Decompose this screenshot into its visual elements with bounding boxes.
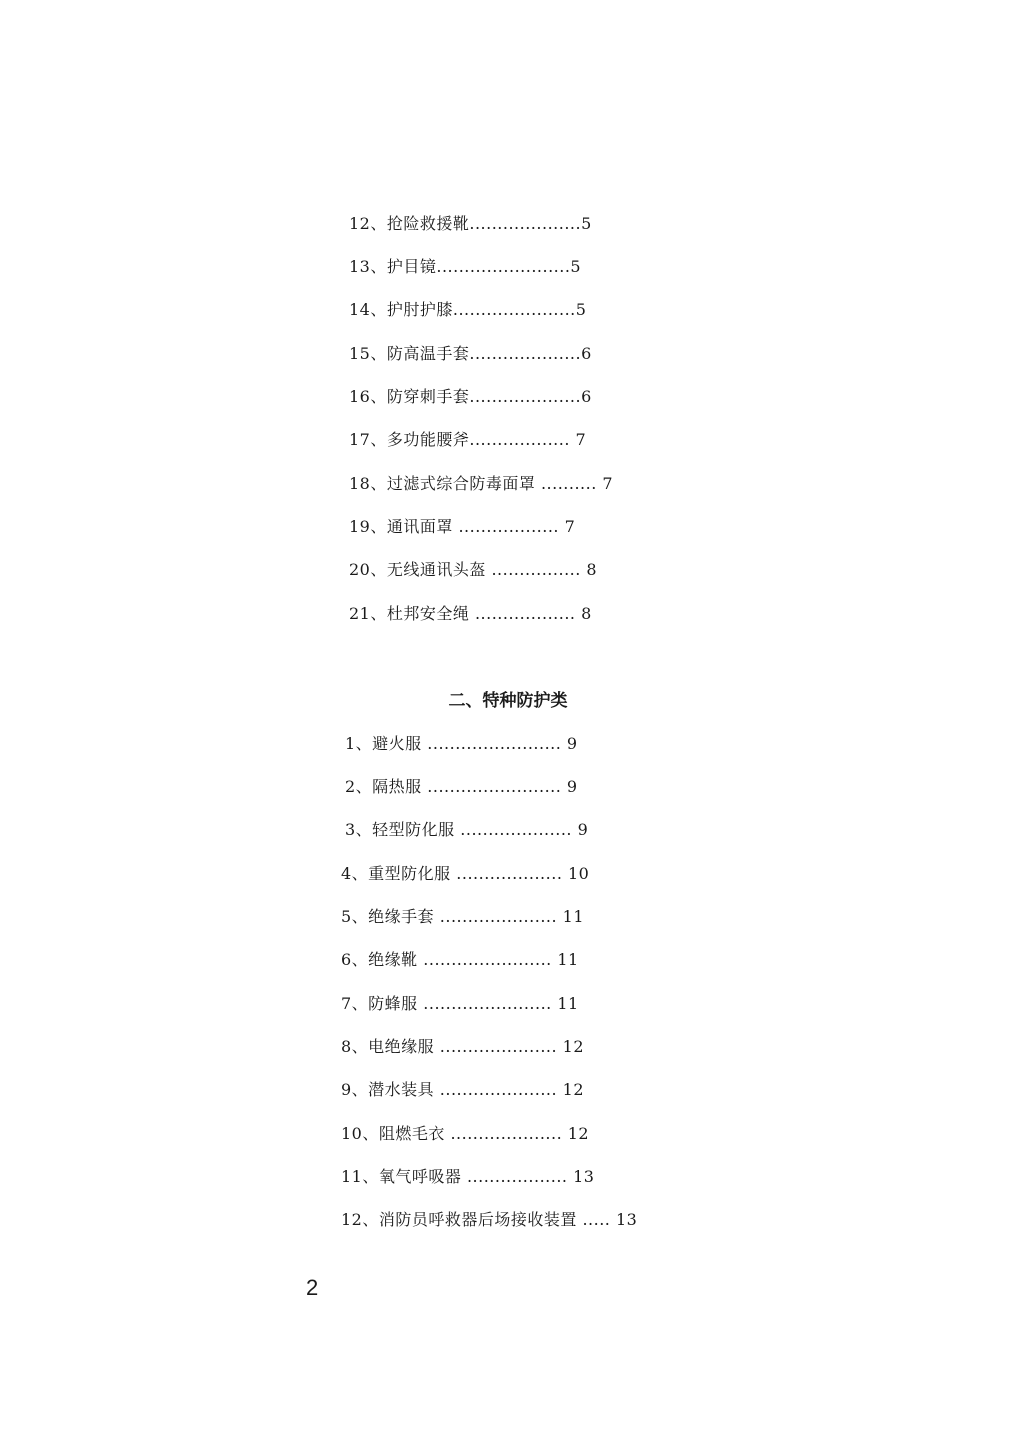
toc-entry-5-insulated-gloves[interactable] [341,905,681,929]
toc-entry-text: 3、轻型防化服 .................... 9 [345,820,589,839]
toc-entry-4-heavy-chem-suit[interactable] [341,862,681,886]
toc-entry-text: 12、抢险救援靴....................5 [349,214,592,233]
toc-entry-text: 16、防穿刺手套....................6 [349,387,592,406]
toc-entry-3-light-chem-suit[interactable] [345,818,680,842]
toc-entry-text: 17、多功能腰斧.................. 7 [349,430,587,449]
toc-entry-text: 19、通讯面罩 .................. 7 [349,517,576,536]
toc-entry-text: 13、护目镜........................5 [349,257,582,276]
toc-entry-text: 7、防蜂服 ....................... 11 [341,994,579,1013]
toc-entry-text: 18、过滤式综合防毒面罩 .......... 7 [349,474,614,493]
toc-entry-13-goggles[interactable] [349,255,679,279]
toc-entry-9-diving-gear[interactable] [341,1078,681,1102]
toc-entry-14-elbow-knee-pads[interactable] [349,298,679,322]
toc-entry-1-fire-entry-suit[interactable] [345,732,680,756]
toc-entry-11-oxygen-breather[interactable] [341,1165,681,1189]
toc-entry-12-distress-receiver[interactable] [341,1208,686,1232]
toc-entry-text: 8、电绝缘服 ..................... 12 [341,1037,585,1056]
section-title: 二、特种防护类 [448,691,568,711]
toc-entry-text: 2、隔热服 ........................ 9 [345,777,578,796]
toc-entry-20-wireless-helmet[interactable] [349,558,679,582]
toc-entry-8-electric-suit[interactable] [341,1035,681,1059]
toc-entry-text: 21、杜邦安全绳 .................. 8 [349,604,592,623]
toc-entry-text: 12、消防员呼救器后场接收装置 ..... 13 [341,1210,638,1229]
toc-entry-10-flame-sweater[interactable] [341,1122,681,1146]
toc-entry-text: 5、绝缘手套 ..................... 11 [341,907,585,926]
toc-entry-text: 4、重型防化服 ................... 10 [341,864,590,883]
toc-entry-7-bee-suit[interactable] [341,992,681,1016]
toc-entry-text: 15、防高温手套....................6 [349,344,592,363]
toc-entry-text: 11、氧气呼吸器 .................. 13 [341,1167,595,1186]
toc-entry-18-gas-mask[interactable] [349,472,679,496]
toc-entry-16-puncture-gloves[interactable] [349,385,679,409]
toc-entry-text: 14、护肘护膝......................5 [349,300,587,319]
toc-entry-text: 10、阻燃毛衣 .................... 12 [341,1124,590,1143]
toc-entry-text: 20、无线通讯头盔 ................ 8 [349,560,598,579]
toc-entry-17-waist-axe[interactable] [349,428,679,452]
toc-entry-text: 6、绝缘靴 ....................... 11 [341,950,579,969]
toc-entry-6-insulated-boots[interactable] [341,948,681,972]
toc-entry-15-heat-gloves[interactable] [349,342,679,366]
toc-entry-19-comm-mask[interactable] [349,515,679,539]
toc-entry-text: 9、潜水装具 ..................... 12 [341,1080,585,1099]
toc-entry-21-safety-rope[interactable] [349,602,679,626]
toc-entry-12-rescue-boots[interactable] [349,212,679,236]
toc-entry-2-heat-suit[interactable] [345,775,680,799]
page-number: 2 [306,1275,319,1300]
toc-entry-text: 1、避火服 ........................ 9 [345,734,578,753]
